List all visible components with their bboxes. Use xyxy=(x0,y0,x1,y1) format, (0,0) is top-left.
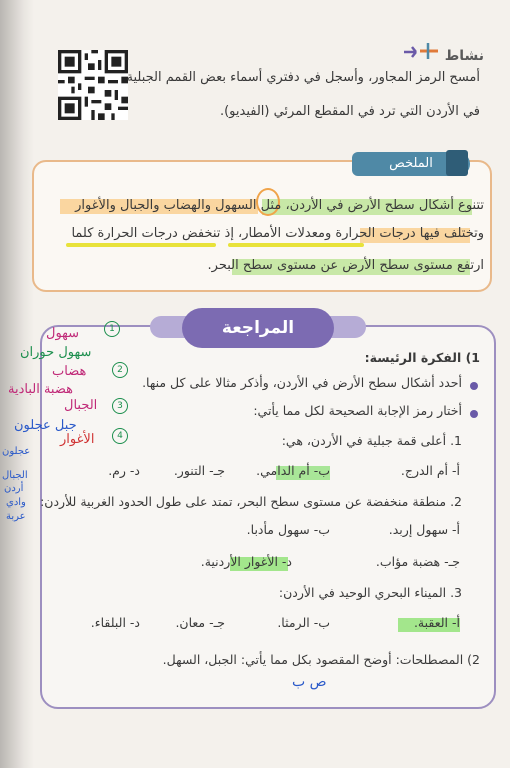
hw-margin-4: الجبال xyxy=(2,470,28,481)
summary-badge: الملخص xyxy=(352,152,470,176)
summary-badge-icon xyxy=(446,150,468,176)
q-a-text: 1. أعلى قمة جبلية في الأردن، هي: xyxy=(281,433,462,448)
review-banner: المراجعة xyxy=(182,308,334,348)
summary-line-2: وتختلف فيها درجات الحرارة ومعدلات الأمطار، إذ تنخفض درجات الحرارة كلما xyxy=(71,226,484,241)
q-b-option-4[interactable]: د- الأغوار الأردنية. xyxy=(200,554,292,569)
hw-number-2: 2 xyxy=(112,362,128,378)
hw-margin-2: وادي xyxy=(6,497,26,508)
summary-line-3: ارتفع مستوى سطح الأرض عن مستوى سطح البحر. xyxy=(207,258,484,273)
hw-word-sahoul-horan: سهول حوران xyxy=(20,345,92,360)
q-a-option-1[interactable]: أ- أم الدرج. xyxy=(400,463,460,478)
hw-margin-1: عجلون xyxy=(2,446,31,457)
hw-margin-5: أردن xyxy=(4,483,24,494)
qr-code[interactable] xyxy=(58,50,128,120)
hw-word-hidab: هضاب xyxy=(52,364,87,379)
activity-title: نشاط xyxy=(444,48,484,64)
q-c-option-4[interactable]: د- البلقاء. xyxy=(90,615,140,630)
q-b-option-2[interactable]: ب- سهول مأدبا. xyxy=(246,522,330,537)
activity-line-2: في الأردن التي ترد في المقطع المرئي (الفيديو). xyxy=(219,104,480,119)
hw-word-jabal-ajloun: جبل عجلون xyxy=(14,418,77,433)
q-b-option-3[interactable]: جـ- هضبة مؤاب. xyxy=(375,554,460,569)
hw-number-4: 4 xyxy=(112,428,128,444)
q1-title: 1) الفكرة الرئيسة: xyxy=(364,350,480,365)
hw-word-jibal: الجبال xyxy=(64,398,98,413)
hw-signature: ص ب xyxy=(292,674,327,690)
summary-line-1: تتنوع أشكال سطح الأرض في الأردن، مثل السهول والهضاب والجبال والأغوار xyxy=(75,198,484,213)
bullet-icon xyxy=(470,410,478,418)
q-b-option-1[interactable]: أ- سهول إربد. xyxy=(388,522,460,537)
hw-word-hadbat-badia: هضبة البادية xyxy=(8,382,73,397)
q-a-option-4[interactable]: د- رم. xyxy=(108,463,140,478)
q1-text: أحدد أشكال سطح الأرض في الأردن، وأذكر مثالا على كل منها. xyxy=(142,375,462,390)
q2-text: 2) المصطلحات: أوضح المقصود بكل مما يأتي: الجبل، السهل. xyxy=(162,652,480,667)
q1b-text: أختار رمز الإجابة الصحيحة لكل مما يأتي: xyxy=(253,403,462,418)
q-c-option-3[interactable]: جـ- معان. xyxy=(175,615,225,630)
highlight-yellow-2 xyxy=(66,243,216,247)
hw-number-3: 3 xyxy=(112,398,128,414)
bullet-icon xyxy=(470,382,478,390)
activity-icon xyxy=(402,40,440,62)
q-c-option-1[interactable]: أ- العقبة. xyxy=(413,615,460,630)
q-c-option-2[interactable]: ب- الرمثا. xyxy=(277,615,330,630)
activity-line-1: أمسح الرمز المجاور، وأسجل في دفتري أسماء بعض القمم الجبلية xyxy=(126,70,480,85)
highlight-yellow-1 xyxy=(228,243,364,247)
hw-word-aghwar: الأغوار xyxy=(60,432,95,447)
q-c-text: 3. الميناء البحري الوحيد في الأردن: xyxy=(278,585,462,600)
q-a-option-3[interactable]: جـ- التنور. xyxy=(173,463,225,478)
hw-number-1: 1 xyxy=(104,321,120,337)
q-a-option-2[interactable]: ب- أم الدامي. xyxy=(256,463,330,478)
hw-margin-3: عربة xyxy=(6,511,26,522)
hw-word-sahoul: سهول xyxy=(46,326,80,341)
q-b-text: 2. منطقة منخفضة عن مستوى سطح البحر، تمتد على طول الحدود الغربية للأردن: xyxy=(40,494,462,509)
